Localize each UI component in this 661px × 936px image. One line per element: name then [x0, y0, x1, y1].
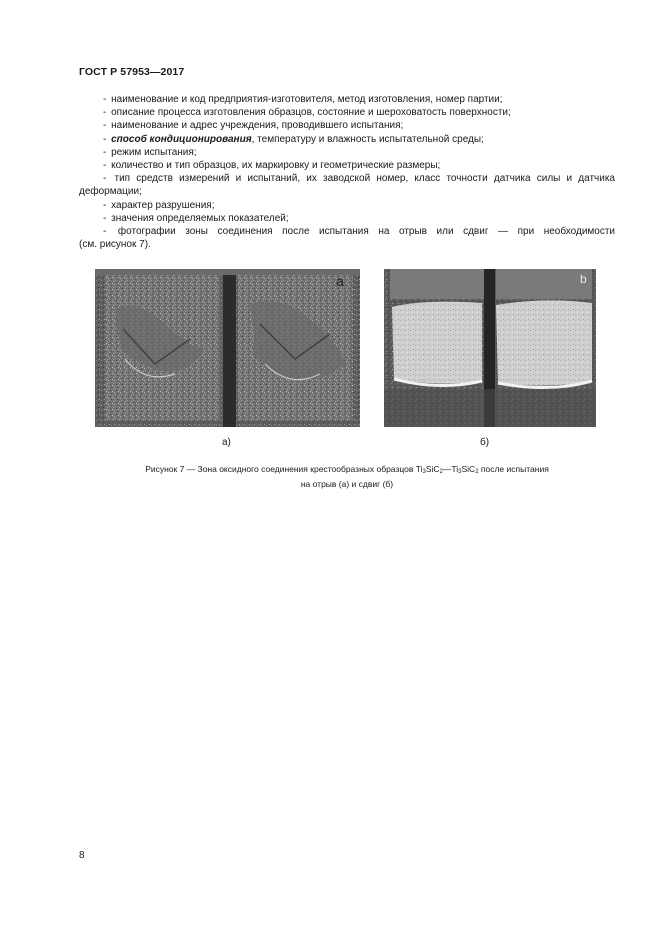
list-item-text: режим испытания;	[111, 146, 197, 158]
caption-line-2: на отрыв (а) и сдвиг (б)	[300, 479, 394, 489]
list-dash: -	[103, 107, 107, 119]
list-dash: -	[103, 226, 107, 238]
list-dash: -	[103, 94, 107, 105]
list-item-text: тип средств измерений и испытаний, их заводской номер, класс точности датчика силы и датчика	[114, 173, 615, 185]
list-item-text: фотографии зоны соединения после испытания на отрыв или сдвиг — при необходимости	[117, 226, 616, 238]
list-dash: -	[103, 146, 107, 158]
list-item	[79, 106, 615, 119]
list-dash: -	[103, 133, 107, 145]
caption-subscript: 2	[439, 469, 443, 475]
figure-label-a: а)	[222, 437, 231, 448]
caption-prefix: Рисунок 7 — Зона оксидного соединения крестообразных образцов	[145, 464, 416, 474]
caption-suffix: после испытания	[478, 464, 549, 474]
page-number: 8	[79, 850, 85, 861]
list-item-text: описание процесса изготовления образцов, состояние и шероховатость поверхности;	[111, 107, 511, 119]
list-item-continuation: (см. рисунок 7).	[79, 239, 151, 251]
list-item-text: наименование и адрес учреждения, проводившего испытания;	[111, 120, 404, 132]
list-item-continuation: деформации;	[79, 186, 142, 198]
photo-shear-image	[384, 269, 596, 427]
list-dash: -	[103, 160, 107, 172]
list-item-text: характер разрушения;	[111, 199, 215, 211]
figure-photo-tension	[95, 269, 360, 427]
caption-formula-ti: Ti	[415, 464, 423, 474]
photo-tension-image	[95, 269, 360, 427]
list-item	[79, 146, 615, 159]
list-item-text: значения определяемых показателей;	[111, 212, 289, 224]
photo-corner-label-a: a	[336, 273, 344, 289]
list-dash: -	[103, 173, 107, 185]
list-item	[79, 133, 615, 146]
caption-dash: —	[442, 464, 452, 474]
document-header: ГОСТ Р 57953—2017	[79, 66, 185, 78]
list-item	[79, 199, 615, 212]
figure-caption	[79, 463, 615, 490]
requirements-list	[79, 93, 615, 251]
list-item	[79, 93, 615, 106]
list-item	[79, 225, 615, 238]
caption-line-1	[79, 463, 615, 478]
list-dash: -	[103, 199, 107, 211]
list-dash: -	[103, 212, 107, 224]
caption-formula-sic: SiC	[425, 464, 440, 474]
caption-subscript: 2	[475, 469, 479, 475]
photo-corner-label-b: b	[580, 272, 587, 286]
list-item-text: наименование и код предприятия-изготовителя, метод изготовления, номер партии;	[111, 94, 503, 105]
caption-subscript: 3	[458, 469, 462, 475]
figure-label-b: б)	[480, 437, 490, 448]
list-item	[79, 212, 615, 225]
list-item	[79, 119, 615, 132]
caption-formula-sic: SiC	[461, 464, 476, 474]
caption-subscript: 3	[422, 469, 426, 475]
list-item	[79, 159, 615, 172]
list-item	[79, 172, 615, 185]
caption-formula-ti: Ti	[451, 464, 459, 474]
list-item-text: , температуру и влажность испытательной среды;	[251, 133, 484, 145]
list-item-emphasis: способ кондиционирования	[111, 133, 252, 145]
list-item-text: количество и тип образцов, их маркировку и геометрические размеры;	[111, 160, 441, 172]
figure-photo-shear	[384, 269, 596, 427]
list-dash: -	[103, 120, 107, 132]
